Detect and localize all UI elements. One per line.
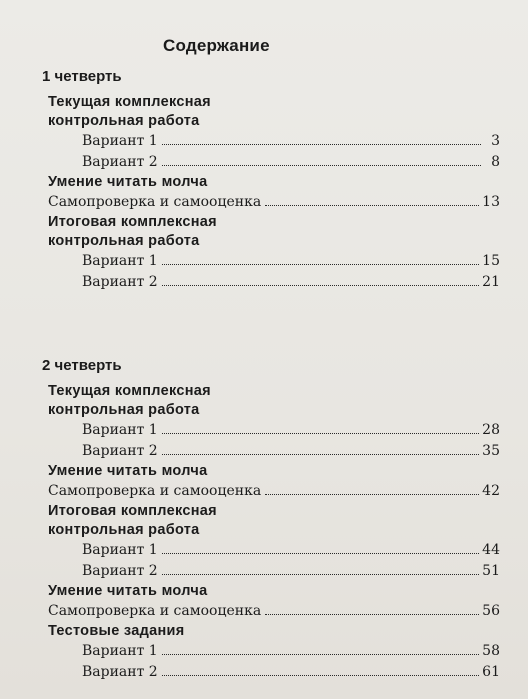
page-number: 15	[482, 253, 500, 269]
leader-dots	[265, 494, 479, 495]
page-number: 28	[482, 422, 500, 438]
leader-dots	[162, 454, 479, 455]
entry-label: Вариант 2	[82, 443, 158, 459]
entry-label: Вариант 1	[82, 253, 158, 269]
toc-entry	[48, 441, 500, 462]
quarter-heading: 1 четверть	[42, 68, 122, 85]
leader-dots	[162, 553, 479, 554]
entry-label: Самопроверка и самооценка	[48, 603, 262, 619]
leader-dots	[162, 264, 479, 265]
entry-label: Самопроверка и самооценка	[48, 194, 262, 210]
toc-entry	[48, 152, 500, 173]
section-heading: контрольная работа	[48, 522, 200, 538]
leader-dots	[265, 614, 479, 615]
toc-entry	[48, 420, 500, 441]
toc-entry	[48, 481, 500, 502]
section-heading: контрольная работа	[48, 233, 200, 249]
page-number: 61	[482, 664, 500, 680]
page-number: 35	[482, 443, 500, 459]
section-heading: Умение читать молча	[48, 583, 208, 599]
toc-entry	[48, 540, 500, 561]
toc-entry	[48, 131, 500, 152]
section-heading: Итоговая комплексная	[48, 503, 217, 519]
quarters-list	[42, 68, 500, 683]
page-number: 42	[482, 483, 500, 499]
section-heading: Умение читать молча	[48, 463, 208, 479]
leader-dots	[265, 205, 479, 206]
entry-label: Вариант 2	[82, 154, 158, 170]
section-heading: Умение читать молча	[48, 174, 208, 190]
entry-label: Вариант 1	[82, 643, 158, 659]
leader-dots	[162, 675, 479, 676]
entry-label: Самопроверка и самооценка	[48, 483, 262, 499]
page-title: Содержание	[163, 36, 270, 55]
page-number: 56	[482, 603, 500, 619]
leader-dots	[162, 165, 481, 166]
entry-label: Вариант 2	[82, 664, 158, 680]
entry-label: Вариант 2	[82, 274, 158, 290]
section-heading: Текущая комплексная	[48, 383, 211, 399]
leader-dots	[162, 433, 479, 434]
leader-dots	[162, 144, 481, 145]
quarter-heading: 2 четверть	[42, 357, 122, 374]
toc-entry	[48, 251, 500, 272]
page-number: 51	[482, 563, 500, 579]
toc-entry	[48, 601, 500, 622]
section-heading: Итоговая комплексная	[48, 214, 217, 230]
toc-entry	[48, 662, 500, 683]
section-heading: контрольная работа	[48, 402, 200, 418]
section-heading: Тестовые задания	[48, 623, 185, 639]
entry-label: Вариант 1	[82, 133, 158, 149]
toc-entry	[48, 272, 500, 293]
section-heading: Текущая комплексная	[48, 94, 211, 110]
toc-entry	[48, 641, 500, 662]
toc-entry	[48, 561, 500, 582]
page-number: 44	[482, 542, 500, 558]
table-of-contents	[42, 36, 500, 683]
page-number: 8	[491, 154, 500, 170]
entry-label: Вариант 2	[82, 563, 158, 579]
section-heading: контрольная работа	[48, 113, 200, 129]
entry-label: Вариант 1	[82, 422, 158, 438]
page-number: 21	[482, 274, 500, 290]
page-number: 58	[482, 643, 500, 659]
page-number: 3	[491, 133, 500, 149]
toc-entry	[48, 192, 500, 213]
quarter-spacer	[48, 293, 500, 339]
leader-dots	[162, 285, 479, 286]
leader-dots	[162, 654, 479, 655]
leader-dots	[162, 574, 479, 575]
page-number: 13	[482, 194, 500, 210]
entry-label: Вариант 1	[82, 542, 158, 558]
